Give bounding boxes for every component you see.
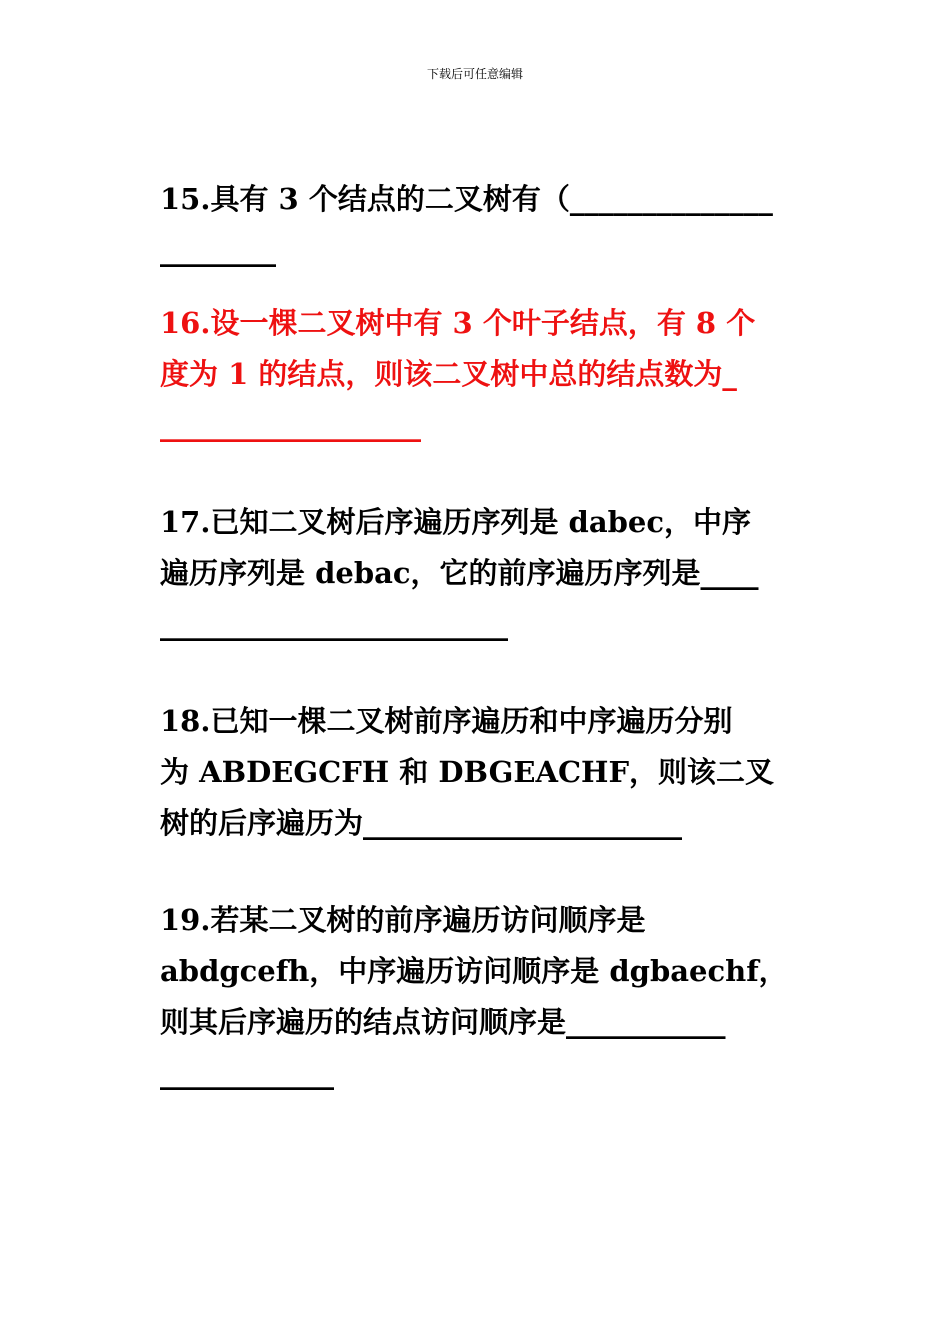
question-17-line-1: 17.已知二叉树后序遍历序列是 dabec，中序 (160, 505, 752, 539)
page-header: 下载后可任意编辑 (426, 67, 523, 81)
question-17 (160, 497, 800, 650)
question-19-line-4: ____________ (160, 1056, 334, 1090)
question-18 (160, 696, 800, 849)
question-16-line-3: __________________ (160, 408, 421, 442)
question-18-line-1: 18.已知一棵二叉树前序遍历和中序遍历分别 (160, 704, 733, 738)
question-15 (160, 174, 800, 276)
question-16-line-2: 度为 1 的结点，则该二叉树中总的结点数为_ (160, 357, 737, 391)
question-15-line-2: ________ (160, 233, 276, 267)
question-18-line-2: 为 ABDEGCFH 和 DBGEACHF，则该二叉 (160, 755, 775, 789)
question-19 (160, 895, 800, 1099)
question-19-line-1: 19.若某二叉树的前序遍历访问顺序是 (160, 903, 646, 937)
question-17-line-2: 遍历序列是 debac，它的前序遍历序列是____ (160, 556, 759, 590)
question-16-line-1: 16.设一棵二叉树中有 3 个叶子结点，有 8 个 (160, 306, 756, 340)
question-19-line-2: abdgcefh，中序遍历访问顺序是 dgbaechf， (160, 954, 788, 988)
question-16 (160, 298, 800, 451)
question-17-line-3: ________________________ (160, 607, 508, 641)
question-19-line-3: 则其后序遍历的结点访问顺序是___________ (160, 1005, 726, 1039)
question-18-line-3: 树的后序遍历为______________________ (160, 806, 683, 840)
question-15-line-1: 15.具有 3 个结点的二叉树有（______________ (160, 182, 773, 216)
